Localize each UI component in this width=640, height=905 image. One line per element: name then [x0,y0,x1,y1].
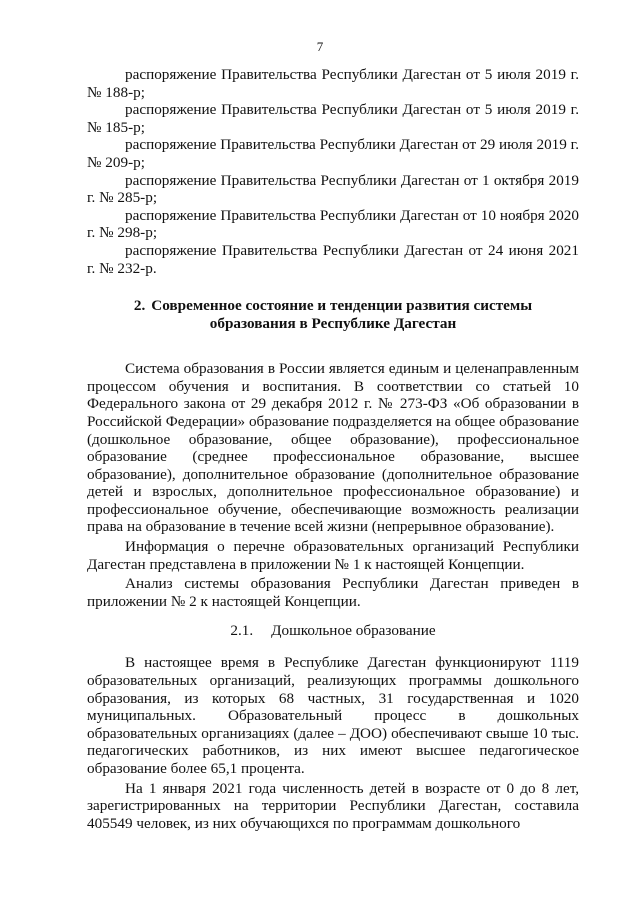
section-2-1-title: Дошкольное образование [271,622,436,640]
section-2-1-paragraph: На 1 января 2021 года численность детей в возрасте от 0 до 8 лет, зарегистрированных на территории Республики Дагестан, составила 405549 человек, из них обучающихся по программам дошкольного [87,779,579,832]
order-item: распоряжение Правительства Республики Дагестан от 5 июля 2019 г. № 188-р; [87,66,579,101]
section-2-title-line2: образования в Республике Дагестан [209,315,457,333]
order-item: распоряжение Правительства Республики Дагестан от 1 октября 2019 г. № 285-р; [87,171,579,207]
section-2-body [87,360,579,610]
section-2-paragraph: Информация о перечне образовательных организаций Республики Дагестан представлена в приложении № 1 к настоящей Концепции. [87,538,579,573]
orders-list [87,66,579,277]
page-number: 7 [316,39,324,54]
section-2-title-line1: Современное состояние и тенденции развития системы [151,297,533,315]
section-2-number: 2. [133,297,146,315]
order-item: распоряжение Правительства Республики Дагестан от 29 июля 2019 г. № 209-р; [87,136,579,171]
section-2-1-heading [87,622,579,640]
order-item: распоряжение Правительства Республики Дагестан от 24 июня 2021 г. № 232-р. [87,241,579,277]
order-item: распоряжение Правительства Республики Дагестан от 5 июля 2019 г. № 185-р; [87,101,579,136]
order-item: распоряжение Правительства Республики Дагестан от 10 ноября 2020 г. № 298-р; [87,206,579,242]
section-2-heading [87,297,579,333]
page-content [87,66,579,832]
section-2-paragraph: Анализ системы образования Республики Дагестан приведен в приложении № 2 к настоящей Концепции. [87,575,579,610]
section-2-1-paragraph: В настоящее время в Республике Дагестан функционируют 1119 образовательных организаций, реализующих программы дошкольного образования, из которых 68 частных, 31 государственная и 1020 муниципальных. Образовательный процесс в дошкольных образовательных организациях (далее – ДОО) обеспечивают свыше 10 тыс. педагогических работников, из них имеют высшее педагогическое образование более 65,1 процента. [87,654,579,777]
section-2-1-number: 2.1. [230,622,254,640]
section-2-paragraph: Система образования в России является единым и целенаправленным процессом обучения и воспитания. В соответствии со статьей 10 Федерального закона от 29 декабря 2012 г. № 273-ФЗ «Об образовании в Российской Федерации» образование подразделяется на общее образование (дошкольное образование, общее образование), профессиональное образование (среднее профессиональное образование, высшее образование), дополнительное образование (дополнительное образование детей и взрослых, дополнительное профессиональное образование) и профессиональное обучение, обеспечивающие возможность реализации права на образование в течение всей жизни (непрерывное образование). [87,360,579,536]
section-2-1-body [87,654,579,832]
